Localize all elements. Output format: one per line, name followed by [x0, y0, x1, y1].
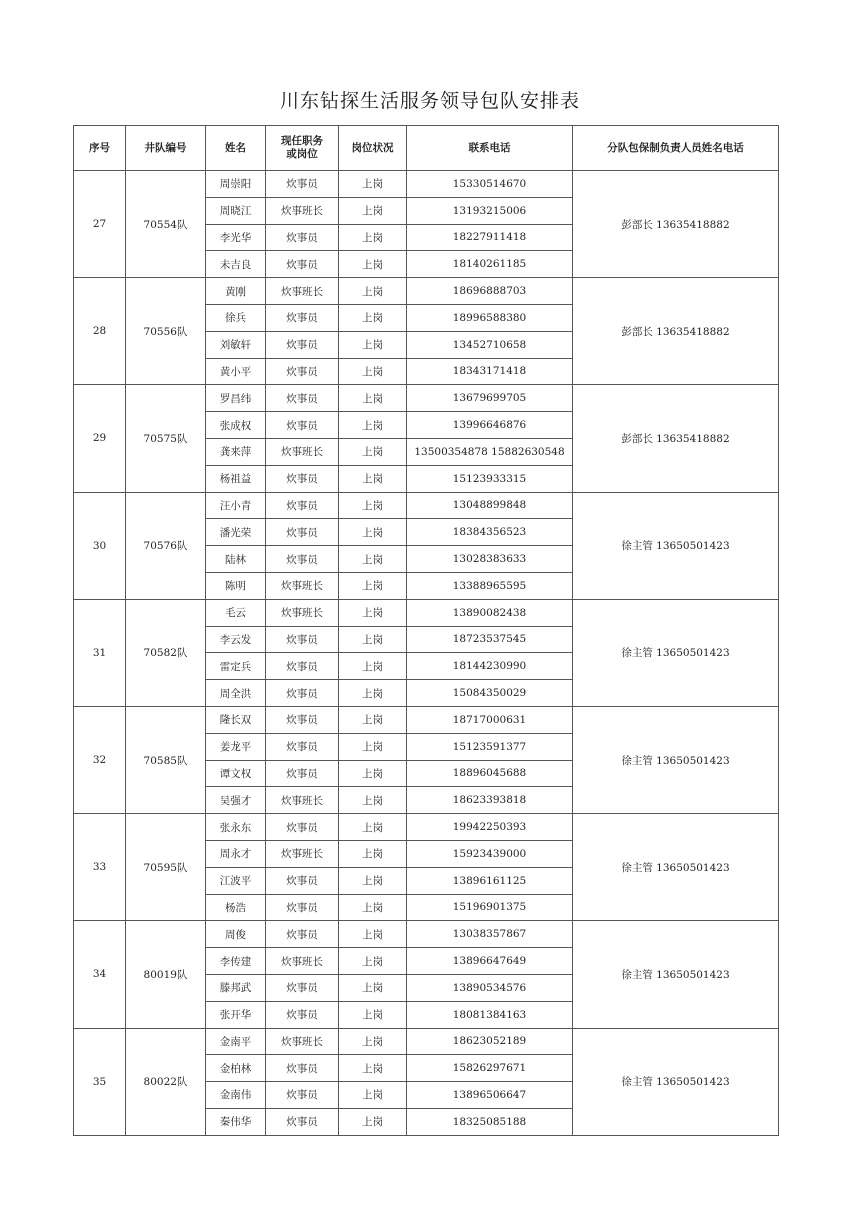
status-cell: 上岗 [339, 680, 407, 707]
supervisor-cell: 徐主管 13650501423 [573, 599, 779, 706]
supervisor-cell: 徐主管 13650501423 [573, 1028, 779, 1135]
phone-cell: 13452710658 [407, 331, 573, 358]
name-cell: 黄小平 [206, 358, 266, 385]
phone-cell: 13038357867 [407, 921, 573, 948]
status-cell: 上岗 [339, 492, 407, 519]
team-code-cell: 70575队 [126, 385, 206, 492]
col-header-status: 岗位状况 [339, 126, 407, 171]
name-cell: 毛云 [206, 599, 266, 626]
status-cell: 上岗 [339, 626, 407, 653]
group-number-cell: 34 [74, 921, 126, 1028]
supervisor-cell: 徐主管 13650501423 [573, 921, 779, 1028]
phone-cell: 13388965595 [407, 572, 573, 599]
name-cell: 吴强才 [206, 787, 266, 814]
team-code-cell: 80019队 [126, 921, 206, 1028]
group-number-cell: 35 [74, 1028, 126, 1135]
post-cell: 炊事班长 [266, 948, 339, 975]
status-cell: 上岗 [339, 331, 407, 358]
name-cell: 周崇阳 [206, 171, 266, 198]
name-cell: 周晓江 [206, 197, 266, 224]
post-cell: 炊事员 [266, 251, 339, 278]
status-cell: 上岗 [339, 921, 407, 948]
status-cell: 上岗 [339, 974, 407, 1001]
post-cell: 炊事班长 [266, 599, 339, 626]
col-header-supervisor: 分队包保制负责人员姓名电话 [573, 126, 779, 171]
name-cell: 汪小青 [206, 492, 266, 519]
group-number-cell: 31 [74, 599, 126, 706]
name-cell: 江波平 [206, 867, 266, 894]
table-row [74, 1028, 779, 1055]
phone-cell: 18723537545 [407, 626, 573, 653]
name-cell: 周永才 [206, 840, 266, 867]
phone-cell: 18696888703 [407, 278, 573, 305]
status-cell: 上岗 [339, 197, 407, 224]
team-code-cell: 70595队 [126, 814, 206, 921]
team-code-cell: 70554队 [126, 171, 206, 278]
group-number-cell: 28 [74, 278, 126, 385]
post-cell: 炊事员 [266, 680, 339, 707]
status-cell: 上岗 [339, 814, 407, 841]
post-cell: 炊事员 [266, 894, 339, 921]
name-cell: 龚来萍 [206, 438, 266, 465]
phone-cell: 13896506647 [407, 1082, 573, 1109]
status-cell: 上岗 [339, 385, 407, 412]
name-cell: 秦伟华 [206, 1108, 266, 1135]
phone-cell: 15123933315 [407, 465, 573, 492]
group-number-cell: 27 [74, 171, 126, 278]
table-row [74, 706, 779, 733]
team-code-cell: 70585队 [126, 706, 206, 813]
table-row [74, 171, 779, 198]
status-cell: 上岗 [339, 465, 407, 492]
post-cell: 炊事班长 [266, 438, 339, 465]
phone-cell: 18144230990 [407, 653, 573, 680]
post-cell: 炊事员 [266, 733, 339, 760]
post-cell: 炊事员 [266, 1001, 339, 1028]
post-cell: 炊事员 [266, 1108, 339, 1135]
phone-cell: 18140261185 [407, 251, 573, 278]
phone-cell: 18896045688 [407, 760, 573, 787]
status-cell: 上岗 [339, 412, 407, 439]
group-number-cell: 32 [74, 706, 126, 813]
status-cell: 上岗 [339, 519, 407, 546]
table-row [74, 599, 779, 626]
post-cell: 炊事员 [266, 974, 339, 1001]
team-code-cell: 70556队 [126, 278, 206, 385]
status-cell: 上岗 [339, 1055, 407, 1082]
phone-cell: 18717000631 [407, 706, 573, 733]
group-number-cell: 30 [74, 492, 126, 599]
name-cell: 李光华 [206, 224, 266, 251]
phone-cell: 15330514670 [407, 171, 573, 198]
col-header-phone: 联系电话 [407, 126, 573, 171]
status-cell: 上岗 [339, 438, 407, 465]
name-cell: 张永东 [206, 814, 266, 841]
post-cell: 炊事员 [266, 412, 339, 439]
name-cell: 陆林 [206, 546, 266, 573]
post-cell: 炊事员 [266, 304, 339, 331]
name-cell: 滕邦武 [206, 974, 266, 1001]
status-cell: 上岗 [339, 840, 407, 867]
name-cell: 金南伟 [206, 1082, 266, 1109]
status-cell: 上岗 [339, 787, 407, 814]
post-cell: 炊事班长 [266, 1028, 339, 1055]
status-cell: 上岗 [339, 706, 407, 733]
status-cell: 上岗 [339, 653, 407, 680]
post-cell: 炊事班长 [266, 572, 339, 599]
phone-cell: 13500354878 15882630548 [407, 438, 573, 465]
name-cell: 陈明 [206, 572, 266, 599]
status-cell: 上岗 [339, 1001, 407, 1028]
group-number-cell: 29 [74, 385, 126, 492]
post-cell: 炊事员 [266, 1082, 339, 1109]
roster-body [74, 171, 779, 1136]
post-cell: 炊事员 [266, 706, 339, 733]
supervisor-cell: 徐主管 13650501423 [573, 492, 779, 599]
name-cell: 刘敏轩 [206, 331, 266, 358]
name-cell: 杨浩 [206, 894, 266, 921]
status-cell: 上岗 [339, 546, 407, 573]
phone-cell: 13896161125 [407, 867, 573, 894]
col-header-post-text: 现任职务 或岗位 [281, 135, 323, 160]
phone-cell: 15084350029 [407, 680, 573, 707]
name-cell: 未吉良 [206, 251, 266, 278]
status-cell: 上岗 [339, 599, 407, 626]
supervisor-cell: 徐主管 13650501423 [573, 814, 779, 921]
phone-cell: 18325085188 [407, 1108, 573, 1135]
name-cell: 李云发 [206, 626, 266, 653]
name-cell: 周全洪 [206, 680, 266, 707]
post-cell: 炊事员 [266, 867, 339, 894]
phone-cell: 13890082438 [407, 599, 573, 626]
status-cell: 上岗 [339, 251, 407, 278]
name-cell: 谭文权 [206, 760, 266, 787]
status-cell: 上岗 [339, 1108, 407, 1135]
team-code-cell: 80022队 [126, 1028, 206, 1135]
col-header-post [266, 126, 339, 171]
phone-cell: 13679699705 [407, 385, 573, 412]
col-header-name: 姓名 [206, 126, 266, 171]
status-cell: 上岗 [339, 867, 407, 894]
name-cell: 张开华 [206, 1001, 266, 1028]
status-cell: 上岗 [339, 1082, 407, 1109]
supervisor-cell: 徐主管 13650501423 [573, 706, 779, 813]
phone-cell: 18227911418 [407, 224, 573, 251]
phone-cell: 18343171418 [407, 358, 573, 385]
name-cell: 黄刚 [206, 278, 266, 305]
post-cell: 炊事员 [266, 492, 339, 519]
phone-cell: 15123591377 [407, 733, 573, 760]
name-cell: 姜龙平 [206, 733, 266, 760]
status-cell: 上岗 [339, 304, 407, 331]
name-cell: 雷定兵 [206, 653, 266, 680]
phone-cell: 15923439000 [407, 840, 573, 867]
phone-cell: 15826297671 [407, 1055, 573, 1082]
status-cell: 上岗 [339, 572, 407, 599]
status-cell: 上岗 [339, 733, 407, 760]
post-cell: 炊事员 [266, 331, 339, 358]
table-row [74, 814, 779, 841]
phone-cell: 13890534576 [407, 974, 573, 1001]
phone-cell: 18384356523 [407, 519, 573, 546]
post-cell: 炊事班长 [266, 787, 339, 814]
name-cell: 罗昌纬 [206, 385, 266, 412]
phone-cell: 13028383633 [407, 546, 573, 573]
table-row [74, 921, 779, 948]
table-row [74, 278, 779, 305]
phone-cell: 18996588380 [407, 304, 573, 331]
post-cell: 炊事班长 [266, 197, 339, 224]
status-cell: 上岗 [339, 760, 407, 787]
group-number-cell: 33 [74, 814, 126, 921]
status-cell: 上岗 [339, 224, 407, 251]
name-cell: 李传建 [206, 948, 266, 975]
post-cell: 炊事员 [266, 653, 339, 680]
post-cell: 炊事员 [266, 1055, 339, 1082]
supervisor-cell: 彭部长 13635418882 [573, 278, 779, 385]
name-cell: 金柏林 [206, 1055, 266, 1082]
status-cell: 上岗 [339, 358, 407, 385]
supervisor-cell: 彭部长 13635418882 [573, 385, 779, 492]
phone-cell: 13048899848 [407, 492, 573, 519]
phone-cell: 19942250393 [407, 814, 573, 841]
post-cell: 炊事员 [266, 385, 339, 412]
post-cell: 炊事班长 [266, 278, 339, 305]
page-title: 川东钻探生活服务领导包队安排表 [279, 90, 580, 112]
name-cell: 金南平 [206, 1028, 266, 1055]
post-cell: 炊事员 [266, 358, 339, 385]
supervisor-cell: 彭部长 13635418882 [573, 171, 779, 278]
phone-cell: 18623393818 [407, 787, 573, 814]
status-cell: 上岗 [339, 894, 407, 921]
name-cell: 徐兵 [206, 304, 266, 331]
team-code-cell: 70582队 [126, 599, 206, 706]
post-cell: 炊事班长 [266, 840, 339, 867]
roster-table [73, 125, 779, 1136]
name-cell: 潘光荣 [206, 519, 266, 546]
phone-cell: 13996646876 [407, 412, 573, 439]
col-header-team: 井队编号 [126, 126, 206, 171]
table-row [74, 385, 779, 412]
post-cell: 炊事员 [266, 465, 339, 492]
table-row [74, 492, 779, 519]
status-cell: 上岗 [339, 278, 407, 305]
phone-cell: 13896647649 [407, 948, 573, 975]
name-cell: 张成权 [206, 412, 266, 439]
phone-cell: 13193215006 [407, 197, 573, 224]
post-cell: 炊事员 [266, 546, 339, 573]
post-cell: 炊事员 [266, 171, 339, 198]
header-row [74, 126, 779, 171]
name-cell: 周俊 [206, 921, 266, 948]
phone-cell: 18623052189 [407, 1028, 573, 1055]
post-cell: 炊事员 [266, 921, 339, 948]
name-cell: 隆长双 [206, 706, 266, 733]
status-cell: 上岗 [339, 1028, 407, 1055]
post-cell: 炊事员 [266, 760, 339, 787]
post-cell: 炊事员 [266, 814, 339, 841]
name-cell: 杨祖益 [206, 465, 266, 492]
team-code-cell: 70576队 [126, 492, 206, 599]
status-cell: 上岗 [339, 171, 407, 198]
post-cell: 炊事员 [266, 519, 339, 546]
col-header-no: 序号 [74, 126, 126, 171]
phone-cell: 15196901375 [407, 894, 573, 921]
status-cell: 上岗 [339, 948, 407, 975]
phone-cell: 18081384163 [407, 1001, 573, 1028]
post-cell: 炊事员 [266, 224, 339, 251]
post-cell: 炊事员 [266, 626, 339, 653]
